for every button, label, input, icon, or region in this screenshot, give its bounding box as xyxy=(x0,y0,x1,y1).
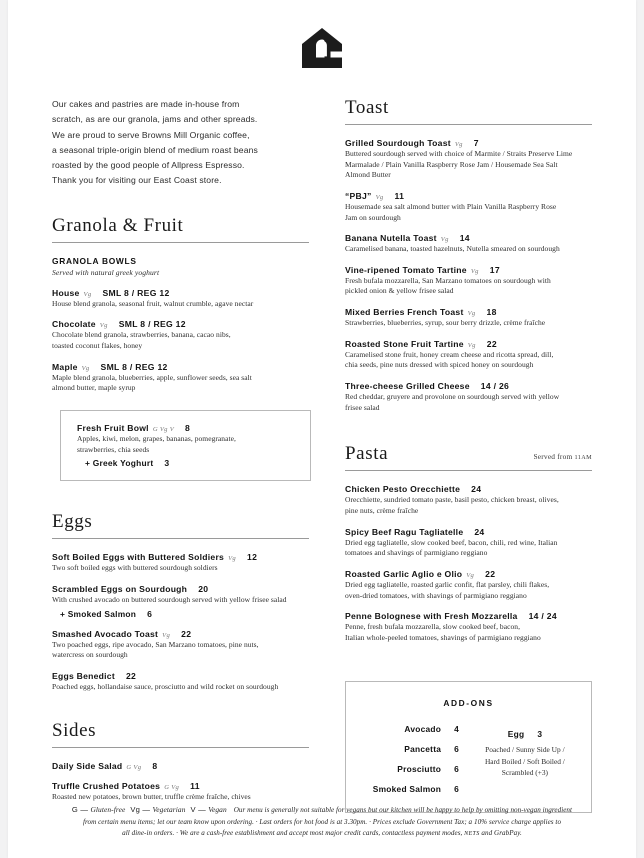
item-price: 7 xyxy=(473,138,479,148)
desc-line: Two poached eggs, ripe avocado, San Marzano tomatoes, pine nuts, xyxy=(52,639,259,649)
section-divider xyxy=(345,124,592,125)
item-price: SML 8 / REG 12 xyxy=(100,361,168,372)
egg-option-line: Scrambled (+3) xyxy=(501,767,549,777)
dietary-tags: Vg xyxy=(83,290,92,298)
dietary-tags: Vg xyxy=(440,236,449,244)
desc-line: House blend granola, seasonal fruit, walnut crumble, agave nectar xyxy=(52,298,254,308)
item-price: 18 xyxy=(486,307,497,318)
addon-name: Pancetta xyxy=(404,744,442,755)
menu-item[interactable] xyxy=(345,527,592,559)
addon-name: Avocado xyxy=(404,724,442,735)
legend-value: Vegan xyxy=(208,804,227,814)
item-name: Spicy Beef Ragu Tagliatelle xyxy=(345,526,464,537)
item-name: Daily Side Salad xyxy=(52,761,123,772)
item-price: 17 xyxy=(489,264,500,275)
menu-columns xyxy=(8,97,636,813)
menu-item[interactable] xyxy=(345,484,592,516)
menu-item[interactable] xyxy=(345,265,592,297)
legend-value: Vegetarian xyxy=(152,804,186,814)
desc-line: Caramelised stone fruit, honey cream cheese and ricotta spread, dill, xyxy=(345,349,554,359)
item-name: Chicken Pesto Orecchiette xyxy=(345,484,461,495)
footer-line-2: from certain menu items; let our team know upon ordering. · Last orders for hot food is at 3.30pm. · Prices exclude Government Tax; a 10% service charge applies to xyxy=(82,817,562,826)
desc-line: watercress on sourdough xyxy=(52,650,128,660)
item-name: Grilled Sourdough Toast xyxy=(345,138,451,148)
logo-container xyxy=(8,0,636,69)
item-description xyxy=(345,149,592,181)
addon-row[interactable] xyxy=(397,764,459,774)
fresh-fruit-bowl-box[interactable] xyxy=(60,410,311,481)
section-header xyxy=(345,97,592,119)
desc-line: Poached eggs, hollandaise sauce, prosciutto and wild rocket on sourdough xyxy=(52,681,279,691)
intro-line: scratch, as are our granola, jams and other spreads. xyxy=(52,114,258,125)
desc-line: Fresh bufala mozzarella, San Marzano tomatoes on sourdough with xyxy=(345,275,551,285)
item-name: Mixed Berries French Toast xyxy=(345,307,464,318)
section-header xyxy=(345,443,592,465)
granola-bowls-subnote: Served with natural greek yoghurt xyxy=(52,267,160,277)
dietary-tags: Vg xyxy=(375,193,384,201)
intro-line: Our cakes and pastries are made in-house from xyxy=(52,99,240,109)
item-price: 11 xyxy=(394,190,405,201)
item-price: 12 xyxy=(247,552,258,563)
legend-key: G — xyxy=(71,804,91,814)
section-title: Pasta xyxy=(345,443,389,465)
house-logo-icon xyxy=(301,27,343,69)
item-name: “PBJ” xyxy=(345,190,372,201)
section-granola-and-fruit xyxy=(52,215,309,481)
dietary-tags: Vg xyxy=(228,555,237,563)
desc-line: frisee salad xyxy=(345,402,380,412)
desc-line: Buttered sourdough served with choice of Marmite / Straits Preserve Lime xyxy=(345,149,573,158)
section-title: Sides xyxy=(52,720,97,742)
service-note-time: 11AM xyxy=(574,454,592,462)
item-name: Maple xyxy=(52,361,78,372)
desc-line: Orecchiette, sundried tomato paste, basil pesto, chicken breast, olives, xyxy=(345,495,559,505)
intro-line: a seasonal triple-origin blend of medium roast beans xyxy=(52,144,258,155)
item-description xyxy=(52,373,309,394)
left-column xyxy=(52,97,331,803)
desc-line: Penne, fresh bufala mozzarella, slow cooked beef, bacon, xyxy=(345,622,521,632)
item-description xyxy=(345,202,592,223)
desc-line: Dried egg tagliatelle, slow cooked beef, bacon, chili, red wine, Italian xyxy=(345,537,558,547)
legend-key: V — xyxy=(190,804,209,814)
addon-price: 3 xyxy=(164,458,170,469)
egg-option-line: Poached / Sunny Side Up / xyxy=(485,745,565,755)
desc-line: Chocolate blend granola, strawberries, banana, cacao nibs, xyxy=(52,330,231,340)
footer-line-3 xyxy=(52,828,592,840)
item-description xyxy=(52,299,309,310)
granola-bowls-heading: GRANOLA BOWLS xyxy=(52,255,137,266)
desc-line: chia seeds, pine nuts dressed with spiced honey on sourdough xyxy=(345,360,534,370)
item-name: Three-cheese Grilled Cheese xyxy=(345,381,470,392)
dietary-tags: Vg xyxy=(467,310,476,318)
item-price: 14 / 26 xyxy=(480,381,510,392)
item-name: Eggs Benedict xyxy=(52,670,115,681)
footer-note-c: all dine-in orders. · We are a cash-free establishment and accept most major credit cards, contactless payment modes, xyxy=(122,829,465,838)
dietary-tags: G Vg xyxy=(126,764,142,772)
item-description xyxy=(345,622,592,643)
addons-left-list xyxy=(360,724,473,794)
item-description xyxy=(345,350,592,371)
desc-line: Apples, kiwi, melon, grapes, bananas, pomegranate, xyxy=(77,433,236,443)
section-divider xyxy=(52,242,309,243)
item-price: 8 xyxy=(185,422,191,433)
item-name: Soft Boiled Eggs with Buttered Soldiers xyxy=(52,552,225,563)
egg-option-line: Hard Boiled / Soft Boiled / xyxy=(484,756,565,766)
intro-paragraph xyxy=(52,97,309,189)
item-description xyxy=(52,330,309,351)
item-price: 14 xyxy=(459,233,470,244)
section-divider xyxy=(52,538,309,539)
desc-line: Marmalade / Plain Vanilla Raspberry Rose Jam / Housemade Sea Salt xyxy=(345,159,558,169)
menu-item[interactable] xyxy=(52,629,309,661)
desc-line: Two soft boiled eggs with buttered sourdough soldiers xyxy=(52,563,218,573)
item-description xyxy=(345,276,592,297)
section-divider xyxy=(52,747,309,748)
item-name: Fresh Fruit Bowl xyxy=(77,422,149,433)
desc-line: Strawberries, blueberries, syrup, sour berry drizzle, crème fraîche xyxy=(345,318,546,328)
menu-item[interactable] xyxy=(52,552,309,574)
dietary-tags: G Vg V xyxy=(152,425,175,433)
dietary-tags: Vg xyxy=(467,341,476,349)
section-header xyxy=(52,720,309,742)
footer-payment-nets: NETS xyxy=(464,831,480,838)
addon-price: 6 xyxy=(454,784,459,795)
item-name: Penne Bolognese with Fresh Mozzarella xyxy=(345,611,518,622)
item-description xyxy=(52,595,309,606)
menu-item[interactable] xyxy=(52,671,309,693)
addon-name: + Smoked Salmon xyxy=(60,608,137,619)
desc-line: Maple blend granola, blueberries, apple, sunflower seeds, sea salt xyxy=(52,372,252,382)
item-name: Chocolate xyxy=(52,319,96,330)
addon-name: Prosciutto xyxy=(397,764,442,775)
item-name: Scrambled Eggs on Sourdough xyxy=(52,583,188,594)
menu-item[interactable] xyxy=(345,339,592,371)
addons-box xyxy=(345,681,592,813)
dietary-tags: G Vg xyxy=(164,784,180,792)
item-name: Roasted Garlic Aglio e Olio xyxy=(345,568,463,579)
desc-line: strawberries, chia seeds xyxy=(77,444,150,454)
item-price: 22 xyxy=(486,338,497,349)
intro-line: We are proud to serve Browns Mill Organic coffee, xyxy=(52,129,250,140)
egg-style-options xyxy=(473,744,577,777)
section-title: Toast xyxy=(345,97,389,118)
pasta-service-note xyxy=(533,452,592,461)
item-price: 11 xyxy=(190,781,200,792)
section-header xyxy=(52,511,309,533)
section-title: Granola & Fruit xyxy=(52,214,184,236)
section-header xyxy=(52,215,309,237)
menu-page xyxy=(8,0,636,858)
menu-item[interactable] xyxy=(345,233,592,255)
addon-price: 6 xyxy=(147,608,153,619)
egg-addon-price: 3 xyxy=(537,729,543,740)
menu-item[interactable] xyxy=(345,138,592,181)
section-toast xyxy=(345,97,592,413)
intro-line: roasted by the good people of Allpress Espresso. xyxy=(52,160,245,171)
item-description xyxy=(77,434,296,455)
addon-row[interactable] xyxy=(404,724,458,734)
addons-egg-group[interactable] xyxy=(473,724,577,794)
footer-line-1 xyxy=(52,799,592,817)
desc-line: almond butter, maple syrup xyxy=(52,383,136,393)
footer-note-d: and GrabPay. xyxy=(479,829,522,838)
item-price: 24 xyxy=(474,526,485,537)
addon-row[interactable] xyxy=(373,784,459,794)
menu-item[interactable] xyxy=(52,761,309,771)
item-price: SML 8 / REG 12 xyxy=(118,319,186,330)
item-price: 14 / 24 xyxy=(528,611,557,622)
addon-price: 4 xyxy=(454,724,459,735)
menu-item[interactable] xyxy=(52,584,309,619)
desc-line: Almond Butter xyxy=(345,170,391,180)
desc-line: Housemade sea salt almond butter with Plain Vanilla Raspberry Rose xyxy=(345,201,557,211)
item-description xyxy=(52,563,309,574)
service-note-prefix: Served from xyxy=(533,452,575,462)
desc-line: Dried egg tagliatelle, roasted garlic confit, flat parsley, chili flakes, xyxy=(345,579,550,589)
footer-note-a: Our menu is generally not suitable for vegans but our kitchen will be happy to help by omitting non-vegan ingredient xyxy=(233,805,573,814)
menu-item[interactable] xyxy=(52,362,309,394)
item-name: Roasted Stone Fruit Tartine xyxy=(345,338,464,349)
addon-name: + Greek Yoghurt xyxy=(85,458,154,469)
item-price: 22 xyxy=(181,628,192,639)
desc-line: Roasted new potatoes, brown butter, truffle crème fraîche, chives xyxy=(52,792,251,802)
item-price: 8 xyxy=(152,761,158,772)
addon-price: 6 xyxy=(454,744,459,755)
desc-line: pine nuts, crème fraîche xyxy=(345,505,419,515)
legend-value: Gluten-free xyxy=(90,804,126,814)
section-pasta xyxy=(345,443,592,643)
section-eggs xyxy=(52,511,309,692)
desc-line: Italian whole-peeled tomatoes, shavings of parmigiano reggiano xyxy=(345,632,541,642)
right-column xyxy=(331,97,592,813)
section-divider xyxy=(345,470,592,471)
item-description xyxy=(345,392,592,413)
dietary-tags: Vg xyxy=(454,141,463,148)
desc-line: pickled onion & yellow frisee salad xyxy=(345,286,454,296)
item-description xyxy=(345,538,592,559)
item-description xyxy=(345,580,592,601)
item-addon[interactable] xyxy=(52,609,309,619)
dietary-tags: Vg xyxy=(99,322,108,330)
section-title: Eggs xyxy=(52,511,93,533)
item-name: Truffle Crushed Potatoes xyxy=(52,781,161,792)
item-description xyxy=(345,318,592,329)
menu-item[interactable] xyxy=(345,569,592,601)
menu-item[interactable] xyxy=(52,288,309,310)
dietary-tags: Vg xyxy=(81,364,90,372)
desc-line: Jam on sourdough xyxy=(345,212,401,222)
item-name: Vine-ripened Tomato Tartine xyxy=(345,264,467,275)
item-name: House xyxy=(52,287,80,298)
desc-line: Red cheddar, gruyere and provolone on sourdough served with yellow xyxy=(345,392,560,402)
section-sides xyxy=(52,720,309,803)
dietary-tags: Vg xyxy=(466,571,475,579)
desc-line: oven-dried tomatoes, with shavings of parmigiano reggiano xyxy=(345,590,527,600)
item-description xyxy=(345,495,592,516)
menu-item[interactable] xyxy=(345,381,592,413)
desc-line: Caramelised banana, toasted hazelnuts, Nutella smeared on sourdough xyxy=(345,244,560,254)
item-price: 22 xyxy=(125,670,137,681)
item-name: Smashed Avocado Toast xyxy=(52,628,159,639)
item-description xyxy=(52,682,309,693)
menu-item[interactable] xyxy=(345,191,592,223)
item-description xyxy=(52,640,309,661)
menu-item[interactable] xyxy=(345,611,592,643)
egg-addon-name: Egg xyxy=(507,729,525,740)
addon-name: Smoked Salmon xyxy=(372,784,442,795)
item-price: 24 xyxy=(471,484,482,495)
item-price: SML 8 / REG 12 xyxy=(102,287,170,298)
menu-item[interactable] xyxy=(52,319,309,351)
desc-line: With crushed avocado on buttered sourdough served with yellow frisee salad xyxy=(52,594,287,604)
item-description xyxy=(345,244,592,255)
addon-price: 6 xyxy=(454,764,459,775)
desc-line: toasted coconut flakes, honey xyxy=(52,341,143,351)
item-price: 22 xyxy=(485,568,496,579)
dietary-tags: Vg xyxy=(162,631,171,639)
item-price: 20 xyxy=(198,583,209,594)
addons-title: ADD-ONS xyxy=(443,698,494,709)
footer xyxy=(52,799,592,840)
legend-key: Vg — xyxy=(130,804,153,814)
desc-line: tomatoes and shavings of parmigiano reggiano xyxy=(345,548,488,558)
menu-item[interactable] xyxy=(345,307,592,329)
item-name: Banana Nutella Toast xyxy=(345,233,437,244)
addon-row[interactable] xyxy=(404,744,459,754)
dietary-tags: Vg xyxy=(470,267,479,275)
intro-line: Thank you for visiting our East Coast store. xyxy=(52,175,222,186)
legend-group xyxy=(72,799,227,816)
item-addon[interactable] xyxy=(77,458,296,468)
